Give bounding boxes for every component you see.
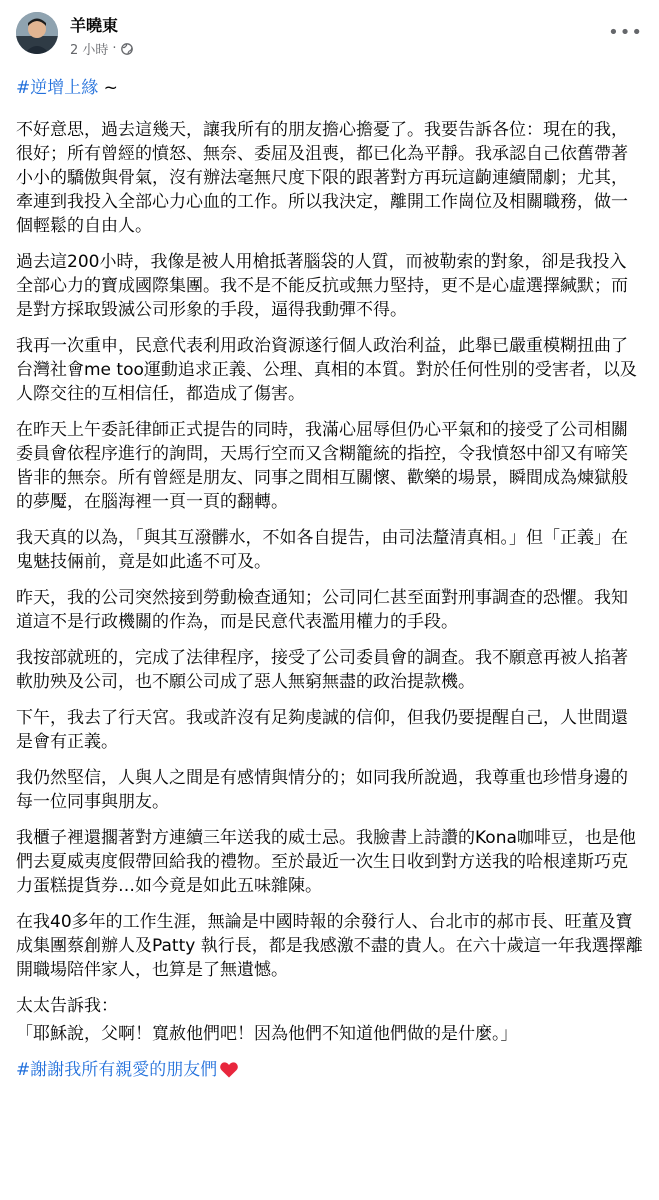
avatar-portrait-icon [16,12,58,54]
paragraph: 在昨天上午委託律師正式提告的同時，我滿心屈辱但仍心平氣和的接受了公司相關委員會依程序進行的詢問，天馬行空而又含糊籠統的指控，令我憤怒中卻又有啼笑皆非的無奈。所有曾經是朋友、同事之間相互關懷、歡樂的場景，瞬間成為煉獄般的夢魘，在腦海裡一頁一頁的翻轉。 [16,420,628,512]
red-heart-icon [219,1060,239,1080]
closing-quote: 「耶穌說，父啊！寬赦他們吧！因為他們不知道他們做的是什麼。」 [16,1024,518,1044]
paragraph: 我仍然堅信，人與人之間是有感情與情分的；如同我所說過，我尊重也珍惜身邊的每一位同事與朋友。 [16,768,628,812]
paragraph: 不好意思，過去這幾天，讓我所有的朋友擔心擔憂了。我要告訴各位：現在的我，很好；所有曾經的憤怒、無奈、委屈及沮喪，都已化為平靜。我承認自己依舊帶著小小的驕傲與骨氣，沒有辦法毫無尺度下限的跟著對方再玩這齣連續鬧劇；尤其，牽連到我投入全部心力心血的工作。所以我決定，離開工作崗位及相關職務，做一個輕鬆的自由人。 [16,120,628,236]
bottom-hashtag-line [16,1058,643,1082]
paragraph: 我櫃子裡還擱著對方連續三年送我的威士忌。我臉書上詩讚的Kona咖啡豆，也是他們去夏威夷度假帶回給我的禮物。至於最近一次生日收到對方送我的哈根達斯巧克力蛋糕提貨券…如今竟是如此五味雜陳。 [16,828,636,896]
paragraph: 在我40多年的工作生涯，無論是中國時報的余發行人、台北市的郝市長、旺董及寶成集團蔡創辦人及Patty 執行長，都是我感激不盡的貴人。在六十歲這一年我選擇離開職場陪伴家人，也算是了無遺憾。 [16,912,643,980]
more-options-button[interactable] [608,22,643,43]
hashtag-link[interactable]: #謝謝我所有親愛的朋友們 [16,1060,218,1080]
paragraph: 過去這200小時，我像是被人用槍抵著腦袋的人質，而被勒索的對象，卻是我投入全部心力的寶成國際集團。我不是不能反抗或無力堅持，更不是心虛選擇緘默；而是對方採取毀滅公司形象的手段，逼得我動彈不得。 [16,252,628,320]
paragraph: 我按部就班的，完成了法律程序，接受了公司委員會的調查。我不願意再被人掐著軟肋殃及公司，也不願公司成了惡人無窮無盡的政治提款機。 [16,648,628,692]
timestamp[interactable]: 2 小時 [70,43,109,58]
post-header [0,0,659,72]
paragraph: 昨天，我的公司突然接到勞動檢查通知；公司同仁甚至面對刑事調查的恐懼。我知道這不是行政機關的作為，而是民意代表濫用權力的手段。 [16,588,628,632]
closing-line: 太太告訴我： [16,996,118,1016]
paragraph: 我天真的以為，「與其互潑髒水，不如各自提告，由司法釐清真相。」但「正義」在鬼魅技倆前，竟是如此遙不可及。 [16,528,628,572]
top-hashtag-line [16,76,643,100]
globe-icon[interactable] [121,43,133,55]
avatar[interactable] [16,12,58,54]
post-content [0,76,659,1082]
meta-separator: · [112,41,117,56]
author-name[interactable]: 羊曉東 [70,16,119,35]
hashtag-link[interactable]: #逆增上緣 [16,78,99,98]
paragraph: 我再一次重申，民意代表利用政治資源遂行個人政治利益，此舉已嚴重模糊扭曲了台灣社會me too運動追求正義、公理、真相的本質。對於任何性別的受害者，以及人際交往的互相信任，都造成了傷害。 [16,336,637,404]
ellipsis-icon: ••• [608,22,643,43]
post-meta [70,39,133,58]
tag-suffix: ~ [98,78,118,98]
paragraph: 下午，我去了行天宮。我或許沒有足夠虔誠的信仰，但我仍要提醒自己，人世間還是會有正義。 [16,708,628,752]
